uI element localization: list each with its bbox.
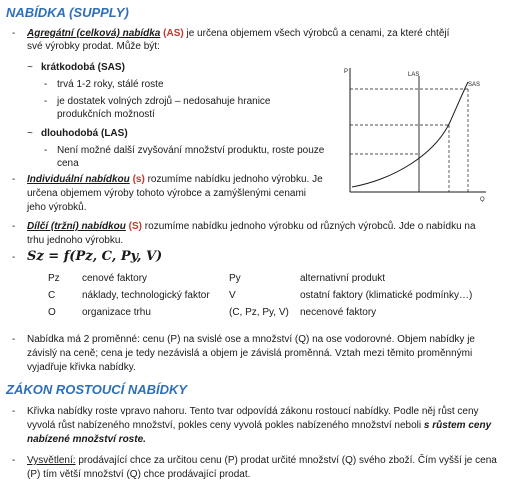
law-text-2: vyvolá růst nabízeného množství, pokles ceny vyvolá pokles nabízeného množství neboli [27,420,422,431]
sas-label: SAS [468,82,481,88]
individual-line-1 [27,173,323,186]
x-axis-label: Q [480,197,485,202]
individual-text-2: určena objemem výroby tohoto výrobce a zamýšlenými cenami [27,188,307,199]
short-term-point-2a: je dostatek volných zdrojů – nedosahuje hranice [57,96,271,107]
factor-symbol: C [48,290,56,301]
factor-symbol: V [229,290,236,301]
bullet-dash: - [12,28,16,39]
law-emphasis: s růstem ceny [423,420,492,431]
factor-description: náklady, technologický faktor [82,290,210,301]
explanation-line-1 [27,454,497,467]
y-axis-label: P [344,69,349,75]
bullet-dash: - [12,174,16,185]
individual-term: Individuální nabídkou [27,174,130,185]
bullet-dash: - [44,145,48,156]
factor-description: necenové faktory [300,307,377,318]
aggregate-abbr: (AS) [163,28,184,39]
factor-description: ostatní faktory (klimatické podmínky…) [300,290,473,301]
bullet-dash: - [12,406,16,417]
supply-function-formula: Sz = f(Pz, C, Py, V) [27,249,163,264]
las-label: LAS [408,72,420,78]
aggregate-text-1: je určena objemem všech výrobců a cenami, za které chtějí [186,28,450,39]
supply-graph [340,64,490,202]
long-term-point-1a: Není možné další zvyšování množství produktu, roste pouze [57,145,325,156]
law-line-2 [27,419,491,432]
aggregate-term: Agregátní (celková) nabídka [27,28,161,39]
factor-description: alternativní produkt [300,273,386,284]
bullet-dash: - [12,455,16,466]
individual-abbr: (s) [132,174,145,185]
section-title-supply: NABÍDKA (SUPPLY) [6,5,129,20]
factor-symbol: Py [229,273,241,284]
sas-curve [352,82,468,187]
explanation-label: Vysvětlení: [27,455,76,466]
section-title-law: ZÁKON ROSTOUCÍ NABÍDKY [6,382,188,397]
aggregate-line-1 [27,27,449,40]
partial-text-1: rozumíme nabídku jednoho výrobku od různých výrobců. Jde o nabídku na [144,221,476,232]
factor-symbol: Pz [48,273,60,284]
bullet-dash: - [12,221,16,232]
partial-abbr: (S) [128,221,143,232]
partial-line-1 [27,220,476,233]
partial-text-2: trhu jednoho výrobku. [27,235,124,246]
long-term-point-1b: cena [57,158,79,169]
individual-text-1: rozumíme nabídku jednoho výrobku. Je [147,174,323,185]
aggregate-text-2: své výrobky prodat. Může být: [27,41,160,52]
long-term-label: dlouhodobá (LAS) [41,128,128,139]
bullet-dash: - [12,334,16,345]
bullet-dash: - [44,79,48,90]
bullet-dash: - [44,96,48,107]
factor-description: organizace trhu [82,307,151,318]
short-term-point-1: trvá 1-2 roky, stálé roste [57,79,164,90]
variables-line-1: Nabídka má 2 proměnné: cenu (P) na svislé ose a množství (Q) na ose vodorovné. Objem nabídky je [27,334,475,345]
short-term-label: krátkodobá (SAS) [41,62,125,73]
law-line-1: Křivka nabídky roste vpravo nahoru. Tento tvar odpovídá zákonu rostoucí nabídky. Podle něj růst ceny [27,406,479,417]
short-term-point-2b: produkčních možností [57,109,155,120]
bullet-tilde: ~ [27,62,33,73]
explanation-line-2: (P) tím větší množství (Q) chce prodávající prodat. [27,469,251,480]
variables-line-3: vyjadřuje křivka nabídky. [27,362,136,373]
bullet-tilde: ~ [27,128,33,139]
individual-text-3: jeho výrobků. [27,202,87,213]
explanation-text-1: prodávající chce za určitou cenu (P) prodat určité množství (Q) svého zboží. Čím vyšší je cena [78,455,497,466]
factor-description: cenové faktory [82,273,148,284]
factor-symbol: (C, Pz, Py, V) [229,307,289,318]
variables-line-2: závislý na ceně; cena je tedy nezávislá a objem je závislá proměnná. Vztah mezi těmito proměnnými [27,348,473,359]
factor-symbol: O [48,307,56,318]
bullet-dash: - [12,252,16,263]
partial-term: Dílčí (tržní) nabídkou [27,221,126,232]
law-line-3: nabízené množství roste. [27,434,146,445]
